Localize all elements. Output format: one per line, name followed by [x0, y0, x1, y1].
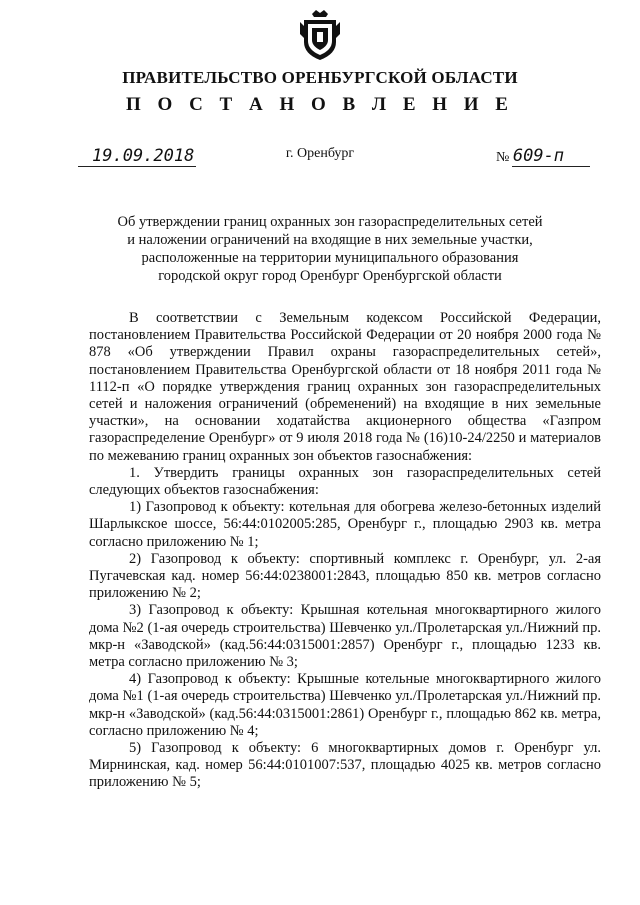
document-date: 19.09.2018 — [92, 146, 195, 166]
list-item: 3) Газопровод к объекту: Крышная котельная многоквартирного жилого дома №2 (1-ая очередь строительства) Шевченко ул./Пролетарская ул./Нижний пр. мкр-н «Заводской» (кад.56:44:0315001:2857) Оренбург г., площадью 1233 кв. метра согласно приложению № 3; — [89, 602, 601, 671]
list-item: 1) Газопровод к объекту: котельная для обогрева железо-бетонных изделий Шарлыкское шоссе, 56:44:0102005:285, Оренбург г., площадью 2903 кв. метра согласно приложению № 1; — [89, 499, 601, 550]
title-line: расположенные на территории муниципального образования — [141, 250, 519, 266]
title-line: и наложении ограничений на входящие в них земельные участки, — [127, 232, 533, 248]
organization-name: ПРАВИТЕЛЬСТВО ОРЕНБУРГСКОЙ ОБЛАСТИ — [122, 68, 518, 87]
clause-paragraph: 1. Утвердить границы охранных зон газораспределительных сетей следующих объектов газоснабжения: — [89, 464, 601, 499]
list-item: 4) Газопровод к объекту: Крышные котельные многоквартирного жилого дома №1 (1-ая очередь строительства) Шевченко ул./Пролетарская ул./Нижний пр. мкр-н «Заводской» (кад.56:44:0315001:2861) Оренбург г., площадью 862 кв. метра, согласно приложению № 4; — [89, 671, 601, 739]
list-item: 5) Газопровод к объекту: 6 многоквартирных домов г. Оренбург ул. Мирнинская, кад. номер 56:44:0101007:537, площадью 4025 кв. метров согласно приложению № 5; — [89, 740, 601, 791]
document-city: г. Оренбург — [285, 146, 355, 161]
title-line: городской округ город Оренбург Оренбургской области — [158, 268, 502, 284]
number-underline — [512, 166, 590, 167]
number-prefix: № — [496, 150, 510, 165]
coat-of-arms-icon — [298, 8, 342, 62]
document-type: П О С Т А Н О В Л Е Н И Е — [126, 94, 514, 115]
document-title — [100, 213, 560, 285]
number-value: 609-п — [512, 146, 565, 166]
document-number — [496, 146, 564, 166]
title-line: Об утверждении границ охранных зон газораспределительных сетей — [117, 214, 543, 230]
list-item: 2) Газопровод к объекту: спортивный комплекс г. Оренбург, ул. 2-ая Пугачевская кад. номер 56:44:0238001:2843, площадью 850 кв. метров согласно приложению № 2; — [89, 550, 601, 602]
date-underline — [78, 166, 196, 167]
document-body — [89, 310, 601, 792]
preamble-paragraph: В соответствии с Земельным кодексом Российской Федерации, постановлением Правительства Российской Федерации от 20 ноября 2000 года № 878 «Об утверждении Правил охраны газораспределительных сетей», постановлением Правительства Оренбургской области от 18 ноября 2011 года № 1112-п «О порядке утверждения границ охранных зон газораспределительных сетей и наложения ограничений (обременений) на входящие в них земельные участки», на основании ходатайства акционерного общества «Газпром газораспределение Оренбург» от 9 июля 2018 года № (16)10-24/2250 и материалов по межеванию границ охранных зон объектов газоснабжения: — [89, 310, 601, 464]
